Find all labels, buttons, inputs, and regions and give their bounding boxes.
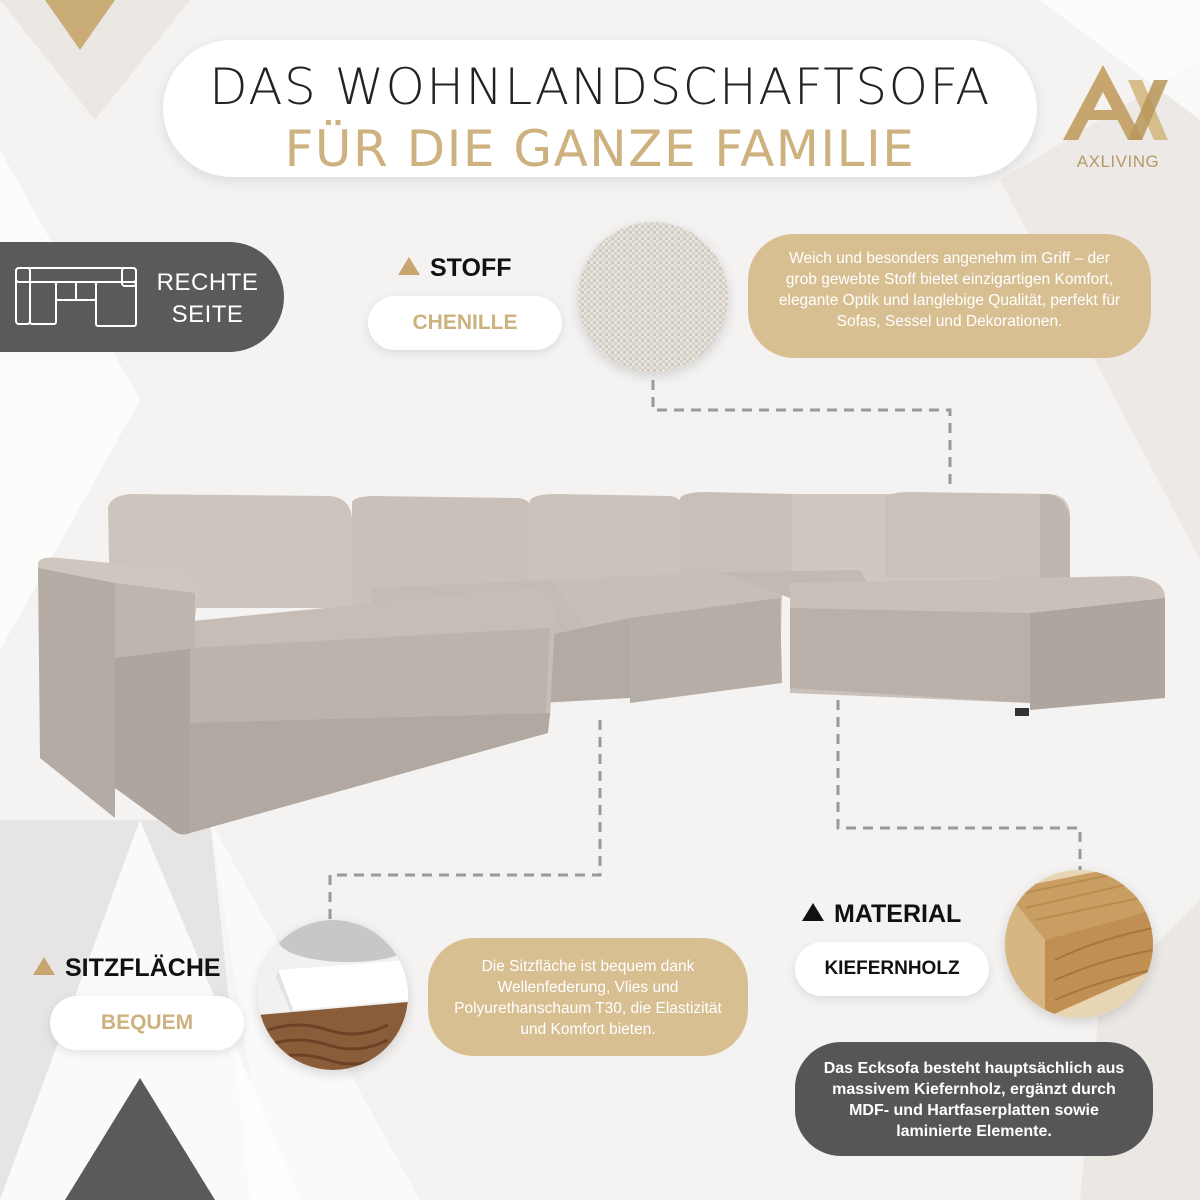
sitzflaeche-heading-text: SITZFLÄCHE — [65, 954, 221, 982]
orientation-label-line1: RECHTE — [156, 269, 259, 296]
material-value-pill — [795, 942, 989, 996]
material-description-bubble — [795, 1042, 1153, 1156]
page-subtitle: FÜR DIE GANZE FAMILIE — [284, 120, 916, 178]
seat-layers-image — [258, 920, 408, 1070]
stoff-value-pill — [368, 296, 562, 350]
fabric-swatch-image — [578, 222, 728, 372]
stoff-heading-text: STOFF — [430, 254, 512, 282]
orientation-badge — [0, 242, 284, 352]
sitzflaeche-description: Die Sitzfläche ist bequem dank Wellenfederung, Vlies und Polyurethanschaum T30, die Elastizität und Komfort bieten. — [454, 958, 722, 1038]
sitzflaeche-description-bubble — [428, 938, 748, 1056]
triangle-icon — [33, 957, 55, 975]
title-banner — [163, 40, 1037, 177]
sitzflaeche-heading — [33, 954, 221, 983]
sofa-image — [30, 488, 1180, 848]
brand-logo — [1058, 60, 1178, 180]
orientation-label-line2: SEITE — [171, 301, 244, 328]
triangle-icon — [398, 257, 420, 275]
material-value: KIEFERNHOLZ — [824, 958, 960, 979]
u-sofa-outline-icon — [14, 266, 138, 328]
ax-monogram-icon — [1058, 60, 1178, 150]
sitzflaeche-value: BEQUEM — [100, 1011, 194, 1034]
stoff-description: Weich und besonders angenehm im Griff – der grob gewebte Stoff bietet einzigartigen Komfort, elegante Optik und langlebige Qualität, perfekt für Sofas, Sessel und Dekorationen. — [778, 250, 1121, 330]
material-description: Das Ecksofa besteht hauptsächlich aus massivem Kiefernholz, ergänzt durch MDF- und Hartfaserplatten sowie laminierte Elemente. — [823, 1060, 1125, 1140]
stoff-heading — [398, 254, 511, 283]
page-title: DAS WOHNLANDSCHAFTSOFA — [209, 58, 991, 116]
material-heading-text: MATERIAL — [834, 900, 962, 928]
brand-name: AXLIVING — [1076, 152, 1160, 171]
triangle-icon — [802, 903, 824, 921]
stoff-value: CHENILLE — [412, 311, 518, 334]
pine-wood-image — [1005, 870, 1153, 1018]
material-heading — [802, 900, 961, 929]
stoff-description-bubble — [748, 234, 1151, 358]
sitzflaeche-value-pill — [50, 996, 244, 1050]
